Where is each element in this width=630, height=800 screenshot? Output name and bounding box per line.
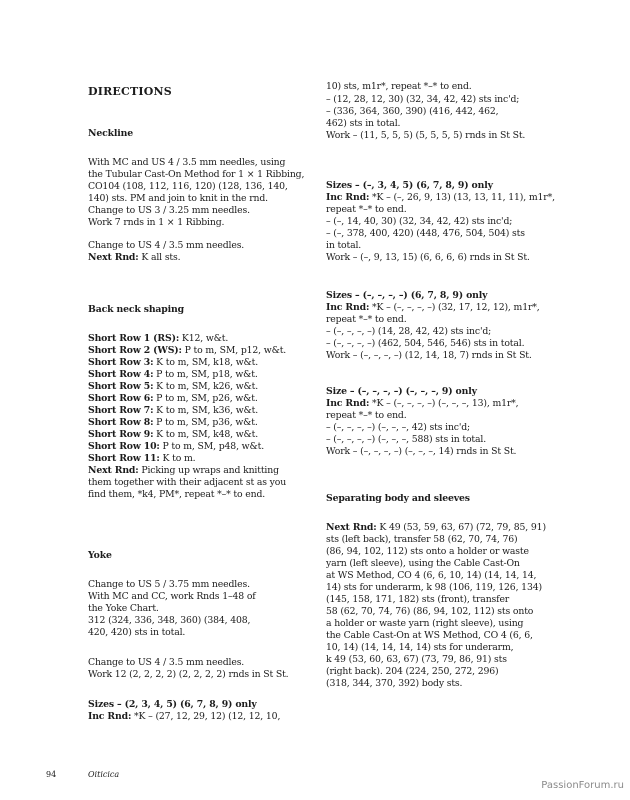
instruction-line: in total. xyxy=(326,240,362,251)
instruction-text: K 49 (53, 59, 63, 67) (72, 79, 85, 91) xyxy=(376,522,546,533)
separating-line: k 49 (53, 60, 63, 67) (73, 79, 86, 91) sts xyxy=(326,654,507,665)
short-row xyxy=(88,369,258,381)
short-row xyxy=(88,417,258,429)
neckline-line: Change to US 4 / 3.5 mm needles. xyxy=(88,240,245,251)
instruction-text: K to m, SM, k18, w&t. xyxy=(153,357,259,368)
yoke-cont-line: – (12, 28, 12, 30) (32, 34, 42, 42) sts inc'd; xyxy=(326,94,520,105)
instruction-label: Short Row 9: xyxy=(88,429,154,440)
instruction-label: Short Row 1 (RS): xyxy=(88,333,180,344)
instruction-line: – (–, 14, 40, 30) (32, 34, 42, 42) sts inc'd; xyxy=(326,216,513,227)
neckline-line: Change to US 3 / 3.25 mm needles. xyxy=(88,205,250,216)
yoke-line: 420, 420) sts in total. xyxy=(88,627,186,638)
yoke-inc-rnd xyxy=(88,711,280,723)
back-neck-cont: them together with their adjacent st as you xyxy=(88,477,287,488)
instruction-text: *K – (–, –, –, –) (32, 17, 12, 12), m1r*, xyxy=(369,302,540,313)
yoke-line: the Yoke Chart. xyxy=(88,603,159,614)
short-row xyxy=(88,441,264,453)
yoke-line: Change to US 5 / 3.75 mm needles. xyxy=(88,579,250,590)
instruction-label: Short Row 10: xyxy=(88,441,160,452)
instruction-line: repeat *–* to end. xyxy=(326,204,407,215)
instruction-text: P to m, SM, p36, w&t. xyxy=(153,417,258,428)
instruction-line: – (–, –, –, –) (14, 28, 42, 42) sts inc'd; xyxy=(326,326,492,337)
short-row xyxy=(88,333,228,345)
separating-line: a holder or waste yarn (right sleeve), using xyxy=(326,618,524,629)
instruction-line: Work – (–, –, –, –) (–, –, –, 14) rnds in St St. xyxy=(326,446,517,457)
instruction-text: P to m, SM, p48, w&t. xyxy=(159,441,264,452)
back-neck-cont: find them, *k4, PM*, repeat *–* to end. xyxy=(88,489,266,500)
separating-line: 14) sts for underarm, k 98 (106, 119, 126, 134) xyxy=(326,582,542,593)
back-neck-heading: Back neck shaping xyxy=(88,304,184,315)
instruction-line: – (–, –, –, –) (–, –, –, 42) sts inc'd; xyxy=(326,422,471,433)
inc-rnd xyxy=(326,398,518,410)
next-rnd-row xyxy=(88,465,279,477)
neckline-line: 140) sts. PM and join to knit in the rnd. xyxy=(88,193,268,204)
instruction-text: P to m, SM, p26, w&t. xyxy=(153,393,258,404)
separating-line: (318, 344, 370, 392) body sts. xyxy=(326,678,463,689)
instruction-label: Next Rnd: xyxy=(326,522,377,533)
instruction-label: Short Row 2 (WS): xyxy=(88,345,182,356)
instruction-text: K to m, SM, k26, w&t. xyxy=(153,381,259,392)
instruction-line: – (–, 378, 400, 420) (448, 476, 504, 504) sts xyxy=(326,228,525,239)
short-row xyxy=(88,393,258,405)
short-row xyxy=(88,405,258,417)
instruction-text: *K – (–, 26, 9, 13) (13, 13, 11, 11), m1r*, xyxy=(369,192,555,203)
instruction-label: Inc Rnd: xyxy=(326,192,370,203)
instruction-line: Work – (–, –, –, –) (12, 14, 18, 7) rnds in St St. xyxy=(326,350,532,361)
instruction-label: Next Rnd: xyxy=(88,252,139,263)
sizes-heading: Sizes – (–, 3, 4, 5) (6, 7, 8, 9) only xyxy=(326,180,493,191)
instruction-label: Short Row 3: xyxy=(88,357,154,368)
inc-rnd xyxy=(326,302,540,314)
instruction-text: *K – (–, –, –, –) (–, –, –, 13), m1r*, xyxy=(369,398,519,409)
yoke-heading: Yoke xyxy=(88,550,112,561)
instruction-text: *K – (27, 12, 29, 12) (12, 12, 10, xyxy=(131,711,281,722)
separating-line: sts (left back), transfer 58 (62, 70, 74, 76) xyxy=(326,534,518,545)
neckline-line: the Tubular Cast-On Method for 1 × 1 Ribbing, xyxy=(88,169,305,180)
instruction-text: Picking up wraps and knitting xyxy=(138,465,279,476)
neckline-next-rnd xyxy=(88,252,180,264)
publication-title: Oiticica xyxy=(88,770,120,779)
separating-heading: Separating body and sleeves xyxy=(326,493,470,504)
instruction-label: Next Rnd: xyxy=(88,465,139,476)
yoke-sizes: Sizes – (2, 3, 4, 5) (6, 7, 8, 9) only xyxy=(88,699,257,710)
instruction-label: Short Row 5: xyxy=(88,381,154,392)
separating-line: (right back). 204 (224, 250, 272, 296) xyxy=(326,666,499,677)
neckline-line: Work 7 rnds in 1 × 1 Ribbing. xyxy=(88,217,225,228)
neckline-line: CO104 (108, 112, 116, 120) (128, 136, 140, xyxy=(88,181,288,192)
sizes-heading: Sizes – (–, –, –, –) (6, 7, 8, 9) only xyxy=(326,290,488,301)
instruction-line: – (–, –, –, –) (462, 504, 546, 546) sts in total. xyxy=(326,338,525,349)
instruction-text: K12, w&t. xyxy=(179,333,229,344)
yoke-line: 312 (324, 336, 348, 360) (384, 408, xyxy=(88,615,251,626)
instruction-text: K to m. xyxy=(159,453,196,464)
watermark: PassionForum.ru xyxy=(541,780,624,791)
instruction-label: Inc Rnd: xyxy=(326,302,370,313)
instruction-text: K all sts. xyxy=(138,252,181,263)
instruction-label: Inc Rnd: xyxy=(326,398,370,409)
page-number: 94 xyxy=(46,770,57,779)
instruction-text: K to m, SM, k36, w&t. xyxy=(153,405,259,416)
separating-line: 58 (62, 70, 74, 76) (86, 94, 102, 112) sts onto xyxy=(326,606,534,617)
neckline-line: With MC and US 4 / 3.5 mm needles, using xyxy=(88,157,286,168)
yoke-cont-line: 462) sts in total. xyxy=(326,118,401,129)
separating-next-rnd xyxy=(326,522,546,534)
yoke-line: Work 12 (2, 2, 2, 2) (2, 2, 2, 2) rnds in St St. xyxy=(88,669,289,680)
yoke-cont-line: – (336, 364, 360, 390) (416, 442, 462, xyxy=(326,106,499,117)
instruction-label: Short Row 4: xyxy=(88,369,154,380)
instruction-line: Work – (–, 9, 13, 15) (6, 6, 6, 6) rnds in St St. xyxy=(326,252,530,263)
instruction-line: repeat *–* to end. xyxy=(326,314,407,325)
short-row xyxy=(88,429,258,441)
separating-line: (86, 94, 102, 112) sts onto a holder or waste xyxy=(326,546,529,557)
yoke-cont-line: Work – (11, 5, 5, 5) (5, 5, 5, 5) rnds in St St. xyxy=(326,130,526,141)
instruction-text: K to m, SM, k48, w&t. xyxy=(153,429,259,440)
separating-line: at WS Method, CO 4 (6, 6, 10, 14) (14, 14, 14, xyxy=(326,570,537,581)
instruction-line: – (–, –, –, –) (–, –, –, 588) sts in total. xyxy=(326,434,487,445)
yoke-line: Change to US 4 / 3.5 mm needles. xyxy=(88,657,245,668)
yoke-cont-line: 10) sts, m1r*, repeat *–* to end. xyxy=(326,81,472,92)
separating-line: yarn (left sleeve), using the Cable Cast-On xyxy=(326,558,520,569)
yoke-line: With MC and CC, work Rnds 1–48 of xyxy=(88,591,256,602)
separating-line: (145, 158, 171, 182) sts (front), transfer xyxy=(326,594,510,605)
instruction-line: repeat *–* to end. xyxy=(326,410,407,421)
instruction-label: Short Row 8: xyxy=(88,417,154,428)
instruction-text: P to m, SM, p12, w&t. xyxy=(181,345,287,356)
separating-line: the Cable Cast-On at WS Method, CO 4 (6, 6, xyxy=(326,630,533,641)
instruction-label: Short Row 7: xyxy=(88,405,154,416)
separating-line: 10, 14) (14, 14, 14, 14) sts for underarm, xyxy=(326,642,514,653)
inc-rnd xyxy=(326,192,555,204)
directions-title: DIRECTIONS xyxy=(88,85,172,98)
short-row xyxy=(88,357,258,369)
short-row xyxy=(88,453,195,465)
neckline-heading: Neckline xyxy=(88,128,134,139)
instruction-text: P to m, SM, p18, w&t. xyxy=(153,369,258,380)
short-row xyxy=(88,381,258,393)
short-row xyxy=(88,345,286,357)
sizes-heading: Size – (–, –, –, –) (–, –, –, 9) only xyxy=(326,386,477,397)
instruction-label: Short Row 11: xyxy=(88,453,160,464)
instruction-label: Short Row 6: xyxy=(88,393,154,404)
instruction-label: Inc Rnd: xyxy=(88,711,132,722)
